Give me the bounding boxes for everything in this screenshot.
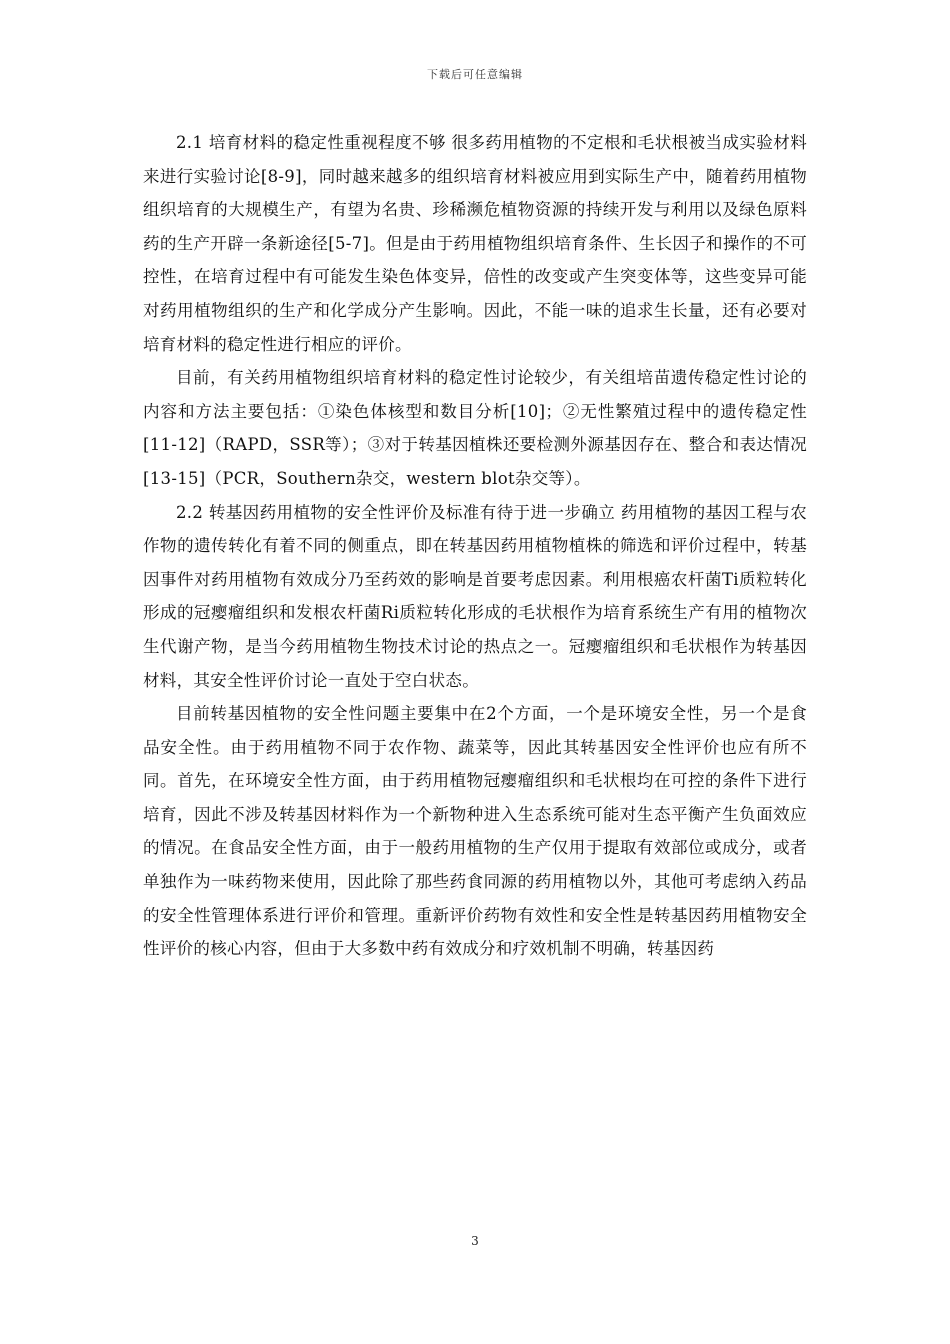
paragraph-stability-methods: 目前，有关药用植物组织培育材料的稳定性讨论较少，有关组培苗遗传稳定性讨论的内容和方法主要包括：①染色体核型和数目分析[10]；②无性繁殖过程中的遗传稳定性[11-12]（RAPD，SSR等）；③对于转基因植株还要检测外源基因存在、整合和表达情况[13-15]（PCR，Southern杂交，western blot杂交等）。 — [143, 368, 807, 488]
document-body — [143, 126, 807, 966]
page-number: 3 — [471, 1234, 479, 1248]
paragraph-safety-issues: 目前转基因植物的安全性问题主要集中在2个方面，一个是环境安全性，另一个是食品安全性。由于药用植物不同于农作物、蔬菜等，因此其转基因安全性评价也应有所不同。首先，在环境安全性方面，由于药用植物冠瘿瘤组织和毛状根均在可控的条件下进行培育，因此不涉及转基因材料作为一个新物种进入生态系统可能对生态平衡产生负面效应的情况。在食品安全性方面，由于一般药用植物的生产仅用于提取有效部位或成分，或者单独作为一味药物来使用，因此除了那些药食同源的药用植物以外，其他可考虑纳入药品的安全性管理体系进行评价和管理。重新评价药物有效性和安全性是转基因药用植物安全性评价的核心内容，但由于大多数中药有效成分和疗效机制不明确，转基因药 — [143, 704, 807, 959]
page-header: 下载后可任意编辑 — [427, 68, 523, 81]
paragraph-2-2: 2.2 转基因药用植物的安全性评价及标准有待于进一步确立 药用植物的基因工程与农作物的遗传转化有着不同的侧重点，即在转基因药用植物植株的筛选和评价过程中，转基因事件对药用植物有效成分乃至药效的影响是首要考虑因素。利用根癌农杆菌Ti质粒转化形成的冠瘿瘤组织和发根农杆菌Ri质粒转化形成的毛状根作为培育系统生产有用的植物次生代谢产物，是当今药用植物生物技术讨论的热点之一。冠瘿瘤组织和毛状根作为转基因材料，其安全性评价讨论一直处于空白状态。 — [143, 502, 807, 690]
paragraph-2-1: 2.1 培育材料的稳定性重视程度不够 很多药用植物的不定根和毛状根被当成实验材料来进行实验讨论[8-9]，同时越来越多的组织培育材料被应用到实际生产中，随着药用植物组织培育的大规模生产，有望为名贵、珍稀濒危植物资源的持续开发与利用以及绿色原料药的生产开辟一条新途径[5-7]。但是由于药用植物组织培育条件、生长因子和操作的不可控性，在培育过程中有可能发生染色体变异，倍性的改变或产生突变体等，这些变异可能对药用植物组织的生产和化学成分产生影响。因此，不能一味的追求生长量，还有必要对培育材料的稳定性进行相应的评价。 — [143, 133, 807, 354]
